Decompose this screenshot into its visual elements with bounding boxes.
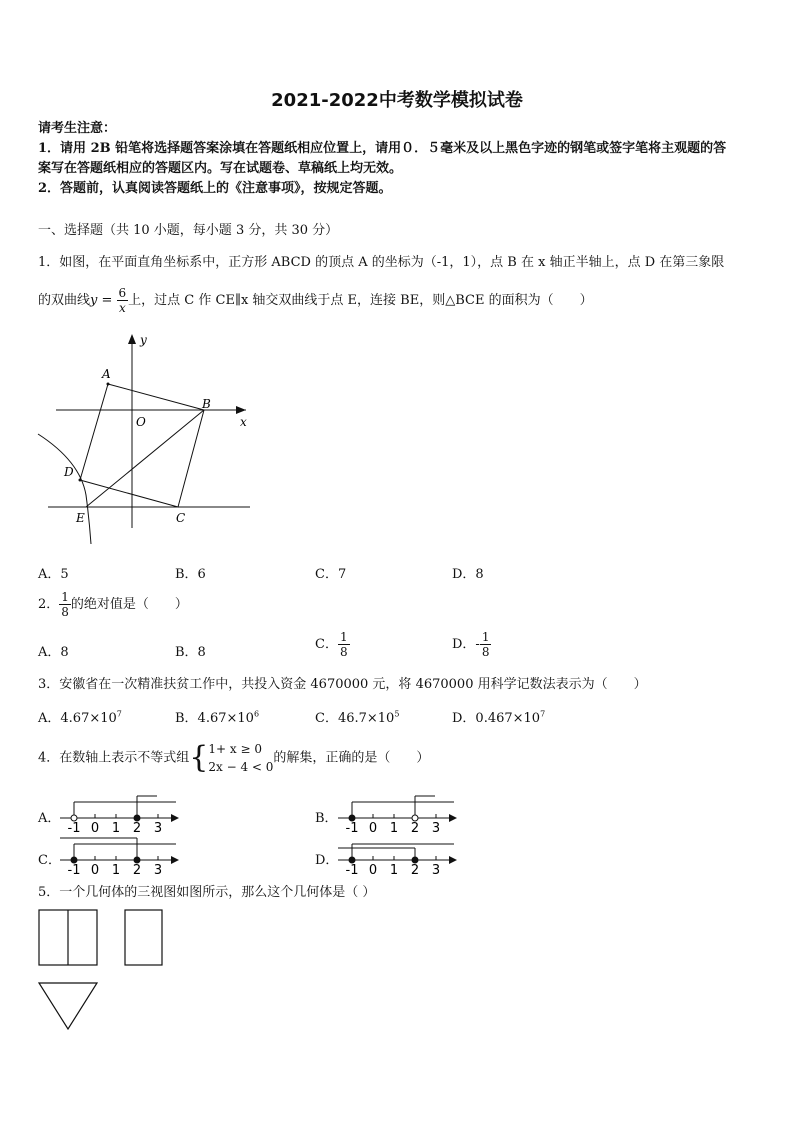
tick-label: -1 (67, 863, 81, 876)
q2-prefix: 2． (38, 597, 60, 612)
q3-option-d: D．$0.467\times 10^7$ (452, 709, 546, 726)
endpoint-left (71, 815, 77, 821)
q1-y-eq: y = (90, 293, 113, 308)
q1-stem-line-2 (38, 286, 593, 315)
q2-suffix: 的绝对值是（ ） (70, 597, 188, 612)
square-abcd (80, 384, 204, 507)
side-view (125, 910, 162, 965)
label-e: E (76, 511, 85, 525)
q4-option-b-label: B． (315, 811, 338, 826)
label-d: D (64, 465, 74, 479)
q3-stem: 3．安徽省在一次精准扶贫工作中，共投入资金 4670000 元，将 4670000 用科学记数法表示为（ ） (38, 677, 647, 692)
q2-stem (38, 590, 188, 619)
label-b: B (202, 397, 211, 411)
axis-arrow (171, 856, 179, 864)
tick-label: 2 (410, 821, 420, 834)
tick-label: 0 (90, 863, 100, 876)
q4-pre: 4．在数轴上表示不等式组 (38, 750, 190, 766)
notice-line-1b: 案写在答题纸相应的答题区内。写在试题卷、草稿纸上均无效。 (38, 161, 403, 176)
label-c: C (176, 511, 186, 525)
q2-option-d: D．- $\frac{1}{8}$ (452, 630, 490, 659)
tick-label: 2 (410, 863, 420, 876)
axis-arrow (171, 814, 179, 822)
top-view (39, 983, 97, 1029)
q4-option-a-label: A． (38, 811, 61, 826)
tick-label: 1 (111, 821, 121, 834)
section-heading: 一、选择题（共 10 小题，每小题 3 分，共 30 分） (38, 223, 339, 238)
q4-numberline-d (336, 834, 461, 876)
tick-label: 2 (132, 863, 142, 876)
tick-label: 1 (111, 863, 121, 876)
notice-line-2: 2．答题前，认真阅读答题纸上的《注意事项》，按规定答题。 (38, 181, 392, 196)
q1-stem-line-1: 1．如图，在平面直角坐标系中，正方形 ABCD 的顶点 A 的坐标为（-1，1），点 B 在 x 轴正半轴上，点 D 在第三象限 (38, 255, 725, 270)
endpoint-left (71, 857, 77, 863)
page-title: 2021-2022中考数学模拟试卷 (271, 90, 523, 111)
endpoint-right (134, 857, 140, 863)
endpoint-right (412, 815, 418, 821)
q5-three-views (36, 905, 176, 1035)
tick-label: -1 (345, 821, 359, 834)
tick-label: 2 (132, 821, 142, 834)
tick-label: 0 (90, 821, 100, 834)
q4-numberline-a (58, 792, 183, 834)
q2-option-a: A．8 (38, 645, 69, 660)
notice-heading: 请考生注意： (38, 121, 117, 136)
q3-option-a: A．$4.67\times 10^7$ (38, 709, 122, 726)
q2-option-c: C． $\frac{1}{8}$ (315, 630, 348, 659)
y-axis-arrow (128, 334, 136, 344)
tick-label: 1 (389, 863, 399, 876)
endpoint-right (412, 857, 418, 863)
q1-option-d: D．8 (452, 567, 484, 582)
q2-fraction: $\frac{1}{8}$ (61, 590, 69, 619)
label-x: x (240, 415, 247, 429)
endpoint-right (134, 815, 140, 821)
q1-option-b: B．6 (175, 567, 206, 582)
q4-option-c-label: C． (38, 853, 61, 868)
tick-label: -1 (345, 863, 359, 876)
q4-system: 1+ x ≥ 0 2x − 4 < 0 (208, 742, 274, 774)
hyperbola (38, 434, 91, 544)
notice-line-1a: 1．请用 2B 铅笔将选择题答案涂填在答题纸相应位置上，请用０．５毫米及以上黑色字迹的钢笔或签字笔将主观题的答 (38, 141, 727, 156)
q3-option-c: C．$46.7\times 10^5$ (315, 709, 400, 726)
tick-label: 3 (153, 821, 163, 834)
tick-label: -1 (67, 821, 81, 834)
axis-arrow (449, 856, 457, 864)
label-a: A (102, 367, 111, 381)
q1-option-c: C．7 (315, 567, 347, 582)
q5-stem: 5．一个几何体的三视图如图所示，那么这个几何体是（ ） (38, 885, 376, 900)
q1-figure (36, 330, 256, 550)
q4-numberline-b (336, 792, 461, 834)
x-axis-arrow (236, 406, 246, 414)
q1-fraction: $\frac{6}{x}$ (118, 286, 127, 315)
tick-label: 0 (368, 863, 378, 876)
tick-label: 1 (389, 821, 399, 834)
axis-arrow (449, 814, 457, 822)
q4-option-d-label: D． (315, 853, 339, 868)
q1-pre: 的双曲线 (38, 293, 91, 308)
q2-option-b: B．8 (175, 645, 206, 660)
tick-label: 3 (431, 863, 441, 876)
tick-label: 0 (368, 821, 378, 834)
label-y: y (140, 333, 147, 347)
q1-option-a: A．5 (38, 567, 69, 582)
tick-label: 3 (153, 863, 163, 876)
q4-stem: 4．在数轴上表示不等式组{ 1+ x ≥ 0 2x − 4 < 0 的解集，正确的是（ ） (38, 740, 430, 775)
label-o: O (136, 415, 146, 429)
q4-numberline-c (58, 834, 183, 876)
q4-post: 的解集，正确的是（ ） (273, 750, 430, 766)
endpoint-left (349, 815, 355, 821)
tick-label: 3 (431, 821, 441, 834)
q1-post: 上，过点 C 作 CE∥x 轴交双曲线于点 E，连接 BE，则△BCE 的面积为（ ） (128, 293, 593, 308)
q3-option-b: B．$4.67\times 10^6$ (175, 709, 260, 726)
endpoint-left (349, 857, 355, 863)
